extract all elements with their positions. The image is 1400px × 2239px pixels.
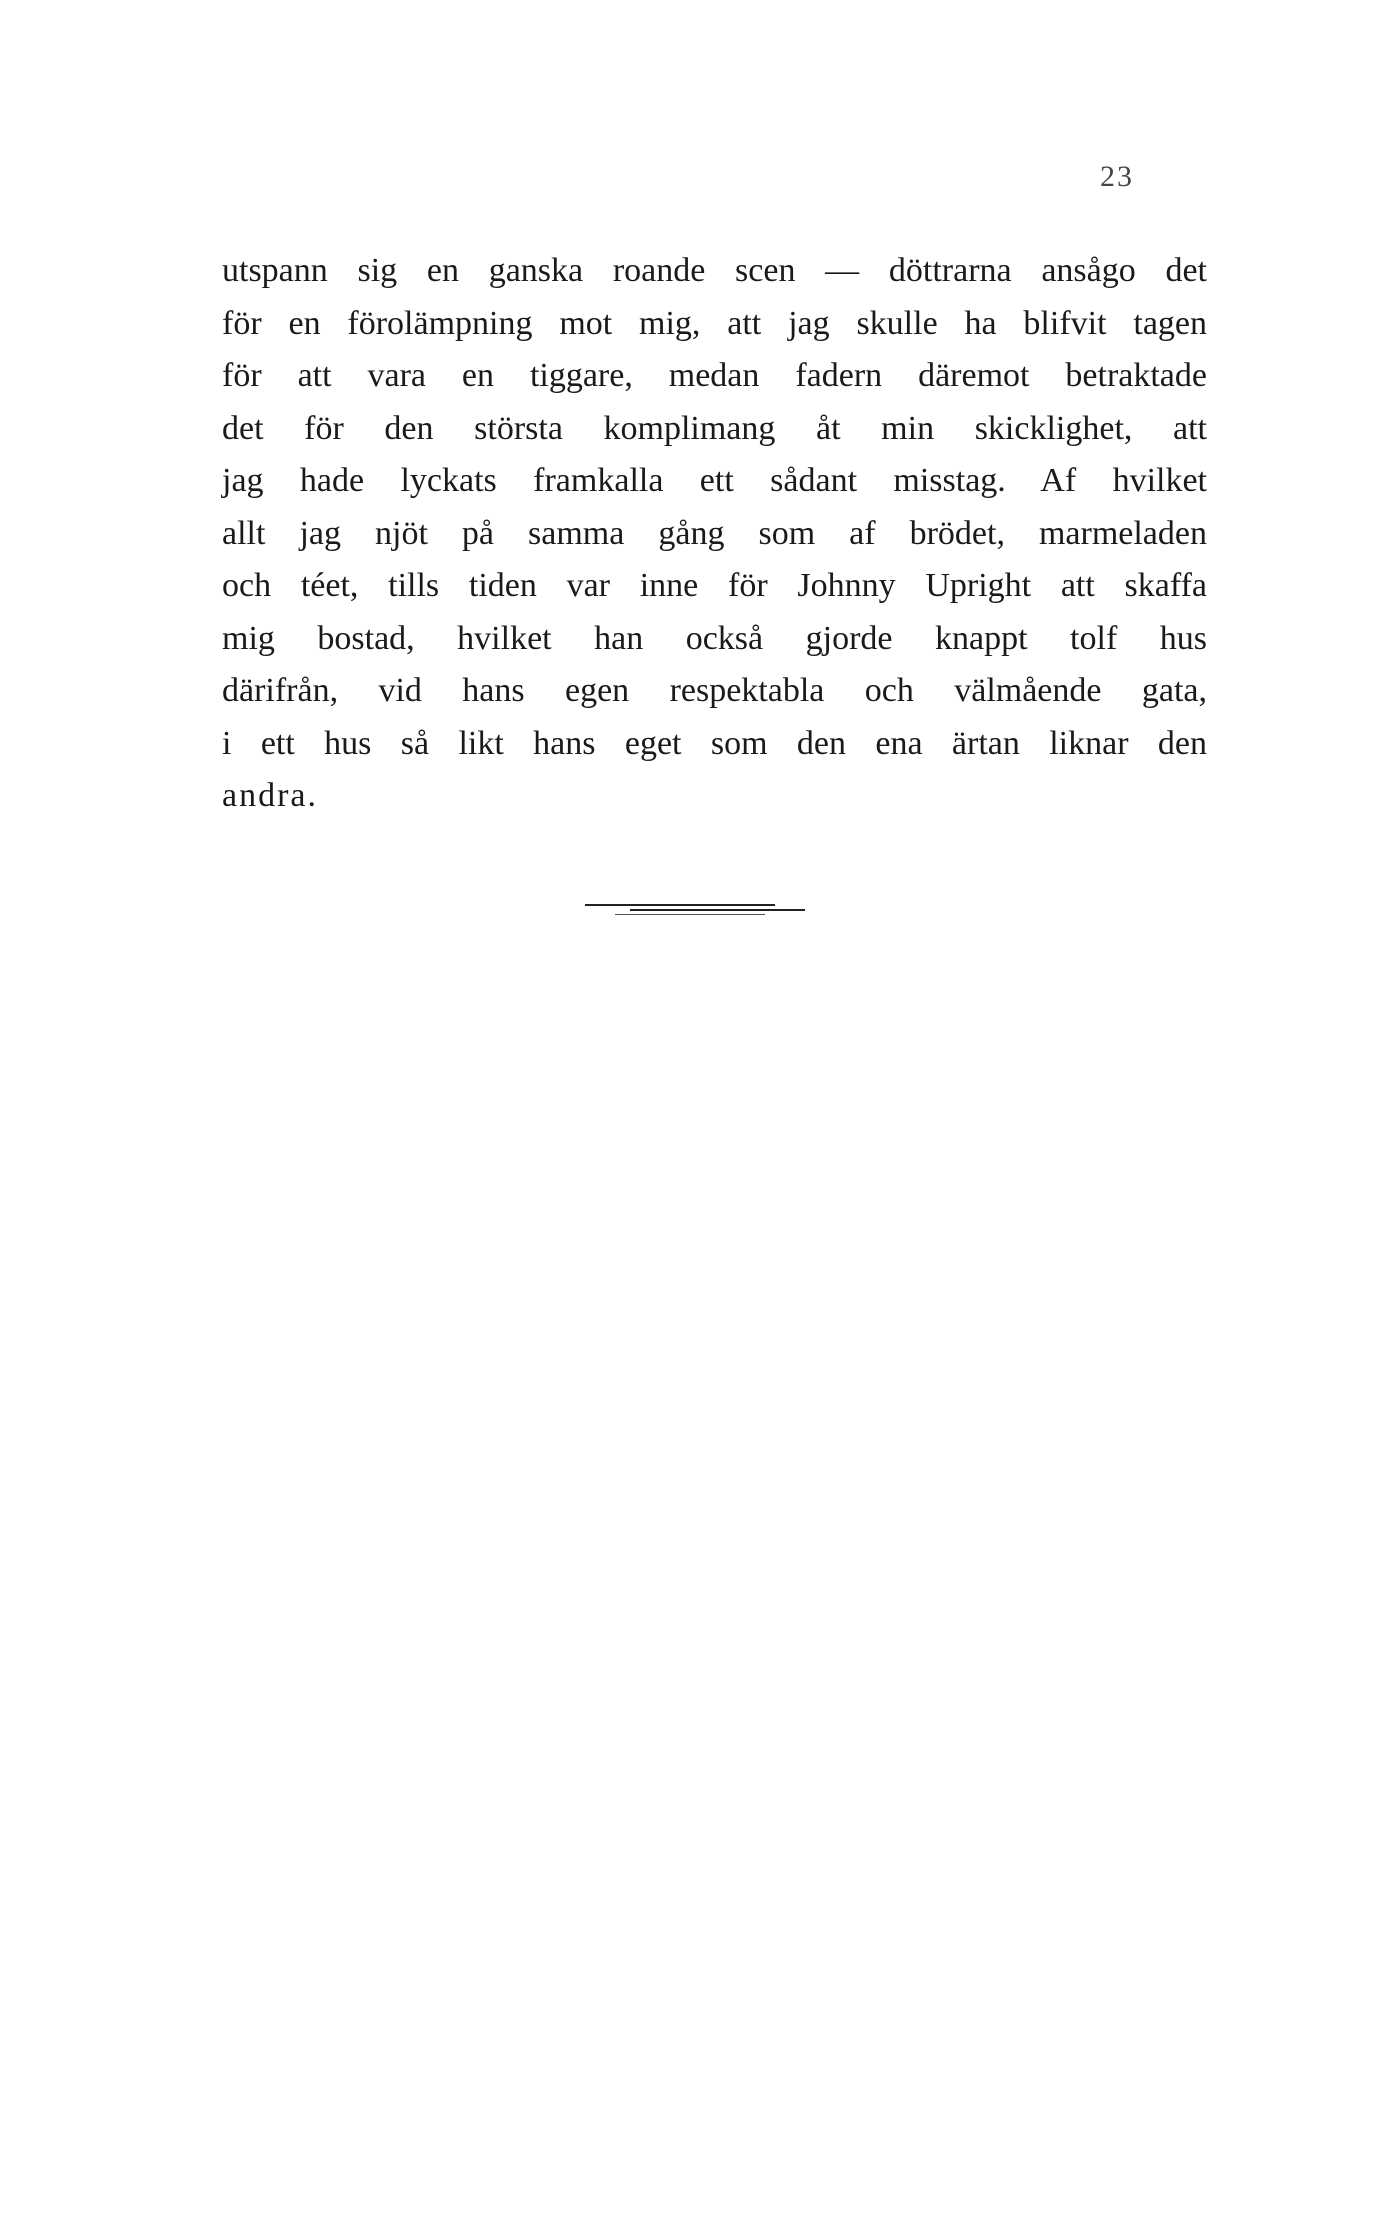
text-line: jag hade lyckats framkalla ett sådant misstag. Af hvilket [222,462,1207,499]
text-line: det för den största komplimang åt min skicklighet, att [222,409,1207,447]
text-line: för en förolämpning mot mig, att jag skulle ha blifvit tagen [222,304,1207,342]
chapter-end-ornament [585,904,805,916]
text-line: och téet, tills tiden var inne för Johnny Upright att skaffa [222,567,1207,604]
text-line-last: andra. [222,777,319,814]
text-line: därifrån, vid hans egen respektabla och välmående gata, [222,672,1207,709]
text-line: för att vara en tiggare, medan fadern däremot betraktade [222,357,1207,394]
text-line: mig bostad, hvilket han också gjorde knappt tolf hus [222,619,1207,657]
text-line: allt jag njöt på samma gång som af brödet, marmeladen [222,514,1207,552]
ornament-rule [615,914,765,915]
text-line: i ett hus så likt hans eget som den ena ärtan liknar den [222,724,1207,762]
body-text [222,245,1207,823]
ornament-rule [630,909,805,911]
page-number: 23 [1100,160,1134,193]
text-line: utspann sig en ganska roande scen — döttrarna ansågo det [222,252,1207,289]
ornament-rule [585,904,775,906]
